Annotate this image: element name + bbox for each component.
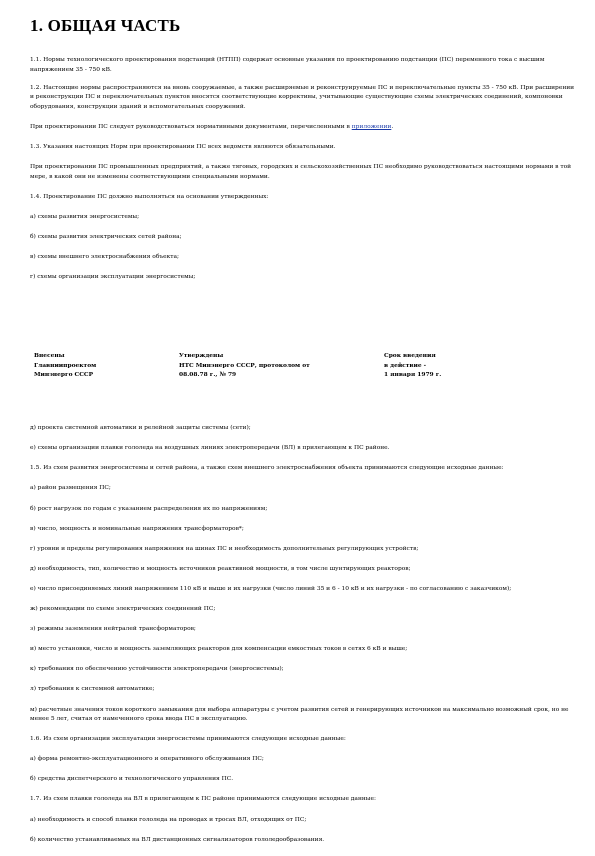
link-after-text: . bbox=[391, 123, 394, 130]
paragraphs-top bbox=[30, 56, 575, 112]
list-item: а) необходимость и способ плавки гололеда на проводах и тросах ВЛ, отходящих от ПС; bbox=[30, 816, 307, 823]
list-item: к) требования по обеспечению устойчивости электропередачи (энергосистемы); bbox=[30, 666, 284, 673]
list-item: а) форма ремонтно-эксплуатационного и оперативного обслуживания ПС; bbox=[30, 756, 264, 763]
section-title: 1. ОБЩАЯ ЧАСТЬ bbox=[30, 16, 181, 35]
paragraph: 1.6. Из схем организации эксплуатации энергосистемы принимаются следующие исходные данные: bbox=[30, 736, 346, 743]
list-item: в) схемы внешнего электроснабжения объекта; bbox=[30, 254, 180, 261]
approval-stamp bbox=[30, 351, 575, 380]
paragraph: 1.2. Настоящие нормы распространяются на вновь сооружаемые, а также расширяемые и реконструируемые ПС и переключательные пункты 35 - 750 кВ. При расширении и реконструкции ПС и переключательных пунктов вносятся соответствующие коррективы, учитывающие существующие схемы электрических соединений, компоновки оборудования, конструкции зданий и вспомогательных сооружений. bbox=[30, 84, 575, 110]
paragraph: 1.7. Из схем плавки гололеда на ВЛ в прилегающем к ПС районе принимаются следующие исходные данные: bbox=[30, 796, 376, 803]
list-item: е) схемы организации плавки гололеда на воздушных линиях электропередачи (ВЛ) в прилегающем к ПС районе. bbox=[30, 445, 390, 452]
list-item: г) уровни и пределы регулирования напряжения на шинах ПС и необходимость дополнительных регулирующих устройств; bbox=[30, 545, 419, 552]
list-item: л) требования к системной автоматике; bbox=[30, 686, 155, 693]
list-item: б) схемы развития электрических сетей района; bbox=[30, 234, 182, 241]
list-item: з) режимы заземления нейтралей трансформаторов; bbox=[30, 626, 196, 633]
list-item: и) место установки, число и мощность заземляющих реакторов для компенсации емкостных токов в сетях 6 кВ и выше; bbox=[30, 646, 408, 653]
appendix-link[interactable]: приложении bbox=[351, 123, 392, 130]
stamp-line: НТС Минэнерго СССР, протоколом от bbox=[179, 361, 310, 369]
stamp-effective-date bbox=[384, 351, 504, 380]
stamp-approved bbox=[179, 351, 384, 380]
list-item: б) количество устанавливаемых на ВЛ дистанционных сигнализаторов гололедообразования. bbox=[30, 836, 325, 843]
paragraph-with-link bbox=[30, 123, 575, 133]
list-item: г) схемы организации эксплуатации энергосистемы; bbox=[30, 274, 196, 281]
stamp-line: Утверждены bbox=[179, 351, 224, 359]
list-item: в) число, мощность и номинальные напряжения трансформаторов*; bbox=[30, 525, 244, 532]
stamp-line: Главниипроектом bbox=[34, 361, 97, 369]
list-item: м) расчетные значения токов короткого замыкания для выбора аппаратуры с учетом развития сетей и генерирующих источников на максимально возможный срок, но не менее 5 лет, считая от намеченного срока ввода ПС в эксплуатацию. bbox=[30, 706, 569, 723]
stamp-line: Срок введения bbox=[384, 351, 436, 359]
stamp-submitted bbox=[34, 351, 179, 380]
document-page bbox=[30, 16, 575, 856]
list-item: ж) рекомендации по схеме электрических соединений ПС; bbox=[30, 606, 216, 613]
list-item: б) рост нагрузок по годам с указанием распределения их по напряжениям; bbox=[30, 505, 268, 512]
stamp-line: Внесены bbox=[34, 351, 65, 359]
paragraph: При проектировании ПС промышленных предприятий, а также тяговых, городских и сельскохозяйственных ПС необходимо руководствоваться настоящими нормами в той мере, в какой они не изменены соответствующими специальными нормами. bbox=[30, 164, 572, 180]
paragraph: 1.4. Проектирование ПС должно выполняться на основании утвержденных: bbox=[30, 193, 269, 200]
list-item: а) схемы развития энергосистемы; bbox=[30, 213, 140, 220]
stamp-line: Минэнерго СССР bbox=[34, 371, 94, 379]
list-item: д) необходимость, тип, количество и мощность источников реактивной мощности, в том числе шунтирующих реакторов; bbox=[30, 565, 411, 572]
list-item: д) проекта системной автоматики и релейной защиты системы (сети); bbox=[30, 425, 251, 432]
paragraphs-bottom bbox=[30, 424, 575, 845]
list-item: е) число присоединяемых линий напряжением 110 кВ и выше и их нагрузки (число линий 35 и 6 - 10 кВ и их нагрузки - по согласованию с заказчиком); bbox=[30, 585, 512, 592]
link-before-text: При проектировании ПС следует руководствоваться нормативными документами, перечисленными в bbox=[30, 123, 352, 130]
paragraph: 1.5. Из схем развития энергосистемы и сетей района, а также схем внешнего электроснабжения объекта принимаются следующие исходные данные: bbox=[30, 465, 504, 472]
paragraph: 1.3. Указания настоящих Норм при проектировании ПС всех ведомств являются обязательными. bbox=[30, 144, 336, 151]
stamp-line: в действие - bbox=[384, 361, 427, 369]
list-item: б) средства диспетчерского и технологического управления ПС. bbox=[30, 776, 234, 783]
stamp-line: 08.08.78 г., № 79 bbox=[179, 371, 237, 379]
stamp-line: 1 января 1979 г. bbox=[384, 371, 442, 379]
paragraphs-mid bbox=[30, 143, 575, 283]
list-item: а) район размещения ПС; bbox=[30, 485, 111, 492]
paragraph: 1.1. Нормы технологического проектирования подстанций (НТПП) содержат основные указания по проектированию подстанции (ПС) переменного тока с высшим напряжением 35 - 750 кВ. bbox=[30, 57, 545, 73]
